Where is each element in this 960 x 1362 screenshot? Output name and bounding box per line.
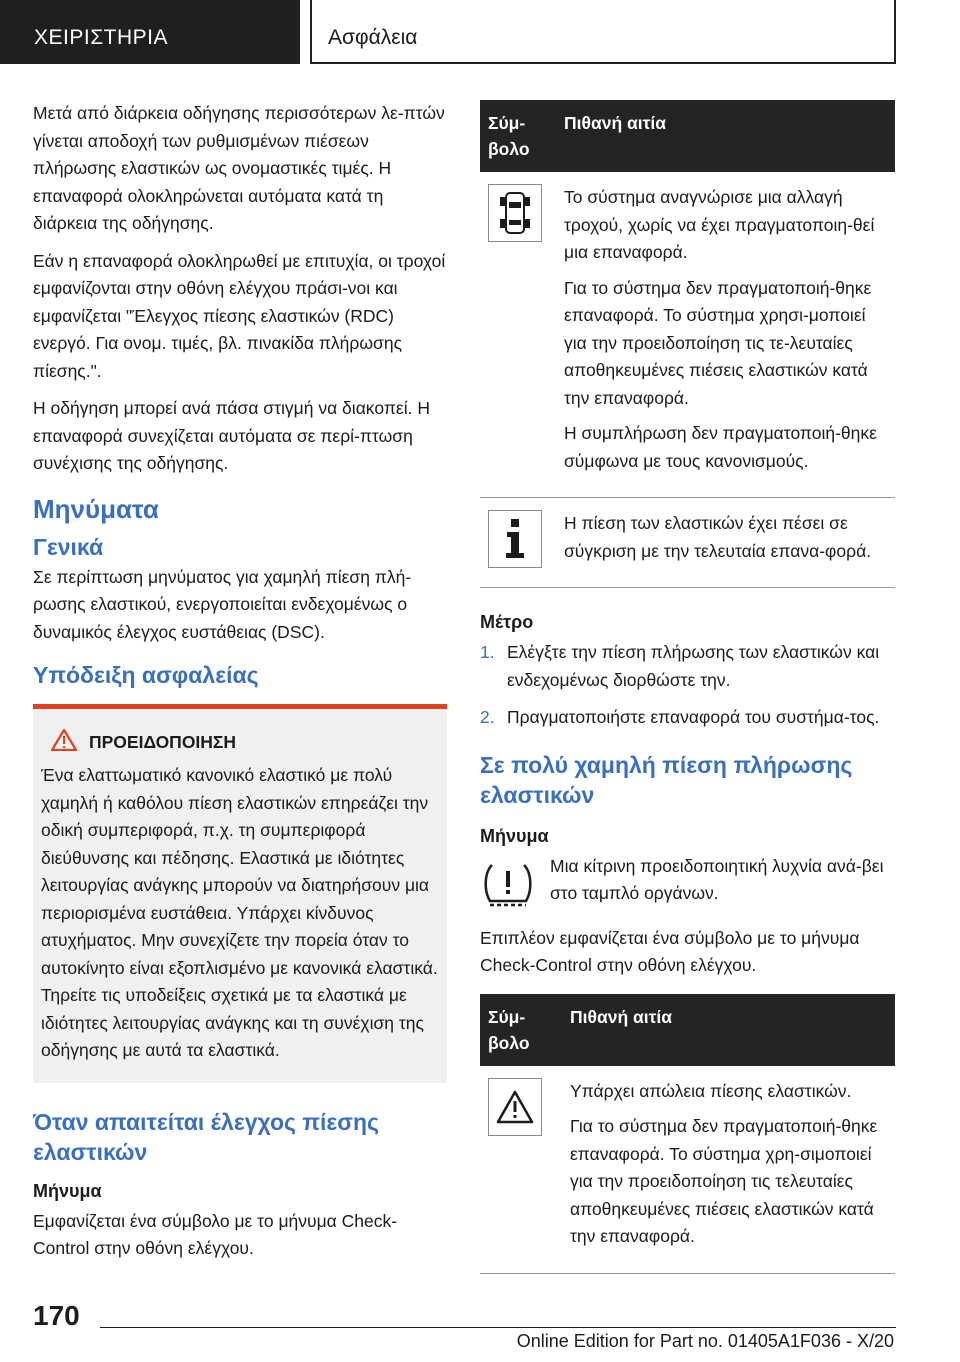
chapter-tab [0, 0, 300, 64]
section-heading: Μηνύματα [33, 493, 159, 524]
subsection-heading: Γενικά [33, 533, 104, 560]
cause-text: Το σύστημα αναγνώρισε μια αλλαγή τροχού, χωρίς να έχει πραγματοποιη-θεί μια επαναφορά. [564, 187, 875, 262]
subsection-heading: Σε πολύ χαμηλή πίεση πλήρωσης ελαστικών [480, 751, 853, 808]
topic-title: Ασφάλεια [328, 26, 418, 49]
message-row [480, 853, 895, 911]
message-text: Μια κίτρινη προειδοποιητική λυχνία ανά-βει στο ταμπλό οργάνων. [550, 855, 884, 903]
paragraph: Επιπλέον εμφανίζεται ένα σύμβολο με το μήνυμα Check-Control στην οθόνη ελέγχου. [480, 927, 860, 975]
step-text: Πραγματοποιήστε επαναφορά του συστήμα-τος. [507, 707, 880, 727]
list-item [480, 639, 895, 694]
right-column [480, 100, 895, 1274]
warning-triangle-icon [51, 729, 77, 756]
left-column [33, 100, 447, 1273]
column-header-symbol: Σύμ-βολο [480, 994, 562, 1066]
column-header-cause: Πιθανή αιτία [562, 994, 895, 1066]
table-row [480, 172, 895, 498]
edition-note: Online Edition for Part no. 01405A1F036 - X/20 [516, 1331, 894, 1351]
warning-text: Ένα ελαττωματικό κανονικό ελαστικό με πολύ χαμηλή ή καθόλου πίεση ελαστικών επηρεάζει την οδική συμπεριφορά, π.χ. τη συμπεριφορά διεύθυνσης και πέδησης. Ελαστικά με ιδιότητες λειτουργίας ανάγκης μπορούν να διατηρήσουν μια περιορισμένα ευστάθεια. Υπάρχει κίνδυνος ατυχήματος. Μην συνεχίζετε την πορεία όταν το αυτοκίνητο είναι εξοπλισμένο με κανονικά ελαστικά. Τηρείτε τις υποδείξεις σχετικά με τα ελαστικά με ιδιότητες λειτουργίας ανάγκης και τη συνέχιση της οδήγησης με αυτά τα ελαστικά. [41, 765, 438, 1060]
step-number: 2. [480, 707, 495, 727]
paragraph: Η οδήγηση μπορεί ανά πάσα στιγμή να διακοπεί. Η επαναφορά συνεχίζεται αυτόματα σε περί-πτωση συνέχισης της οδήγησης. [33, 398, 430, 473]
topic-tab [310, 0, 896, 64]
cause-text: Για το σύστημα δεν πραγματοποιή-θηκε επαναφορά. Το σύστημα χρη-σιμοποιεί για την προειδοποίηση τις τελευταίες αποθηκευμένες πιέσεις ελαστικών κατά την επαναφορά. [570, 1116, 878, 1246]
paragraph: Εάν η επαναφορά ολοκληρωθεί με επιτυχία, οι τροχοί εμφανίζονται στην οθόνη ελέγχου πράσι-νοι και εμφανίζεται "Έλεγχος πίεσης ελαστικών (RDC) ενεργό. Για ονομ. τιμές, βλ. πινακίδα πλήρωσης πίεσης.". [33, 250, 446, 381]
step-text: Ελέγξτε την πίεση πλήρωσης των ελαστικών και ενδεχομένως διορθώστε την. [507, 642, 880, 690]
paragraph: Εμφανίζεται ένα σύμβολο με το μήνυμα Check-Control στην οθόνη ελέγχου. [33, 1210, 398, 1258]
chapter-title: ΧΕΙΡΙΣΤΗΡΙΑ [34, 26, 169, 49]
cause-text: Η πίεση των ελαστικών έχει πέσει σε σύγκριση με την τελευταία επανα-φορά. [564, 513, 872, 561]
table-row [480, 498, 895, 588]
warning-box [33, 704, 447, 1083]
steps-list [480, 639, 895, 732]
tire-pressure-warning-icon [480, 859, 536, 911]
symbol-table [480, 994, 895, 1274]
cause-text: Η συμπλήρωση δεν πραγματοποιή-θηκε σύμφωνα με τους κανονισμούς. [564, 423, 877, 471]
column-header-symbol: Σύμ-βολο [480, 100, 556, 172]
page-number: 170 [33, 1300, 80, 1331]
info-icon [488, 510, 542, 568]
list-item [480, 704, 895, 732]
minor-heading: Μήνυμα [480, 825, 549, 846]
cause-text: Για το σύστημα δεν πραγματοποιή-θηκε επαναφορά. Το σύστημα χρησι-μοποιεί για την προειδοποίηση τις τε-λευταίες αποθηκευμένες πιέσεις ελαστικών κατά την επαναφορά. [564, 277, 872, 408]
table-row [480, 1066, 895, 1274]
symbol-table [480, 100, 895, 588]
subsection-heading: Όταν απαιτείται έλεγχος πίεσης ελαστικών [33, 1108, 380, 1165]
subsection-heading: Υπόδειξη ασφαλείας [33, 662, 259, 688]
warning-title: ΠΡΟΕΙΔΟΠΟΙΗΣΗ [89, 732, 237, 752]
cause-text: Υπάρχει απώλεια πίεσης ελαστικών. [570, 1080, 852, 1101]
paragraph: Σε περίπτωση μηνύματος για χαμηλή πίεση πλή-ρωσης ελαστικού, ενεργοποιείται ενδεχομένως ο δυναμικός έλεγχος ευστάθειας (DSC). [33, 566, 412, 642]
car-tires-icon [488, 184, 542, 242]
paragraph: Μετά από διάρκεια οδήγησης περισσότερων λε-πτών γίνεται αποδοχή των ρυθμισμένων πιέσεων πλήρωσης ελαστικών ως ονομαστικές τιμές. Η επαναφορά ολοκληρώνεται αυτόματα κατά τη διάρκεια της οδήγησης. [33, 103, 445, 233]
footer-divider [100, 1327, 896, 1328]
step-number: 1. [480, 642, 495, 662]
warning-triangle-icon [488, 1078, 542, 1136]
minor-heading: Μήνυμα [33, 1180, 102, 1201]
column-header-cause: Πιθανή αιτία [556, 100, 895, 172]
warning-header [51, 729, 439, 756]
minor-heading: Μέτρο [480, 612, 534, 632]
